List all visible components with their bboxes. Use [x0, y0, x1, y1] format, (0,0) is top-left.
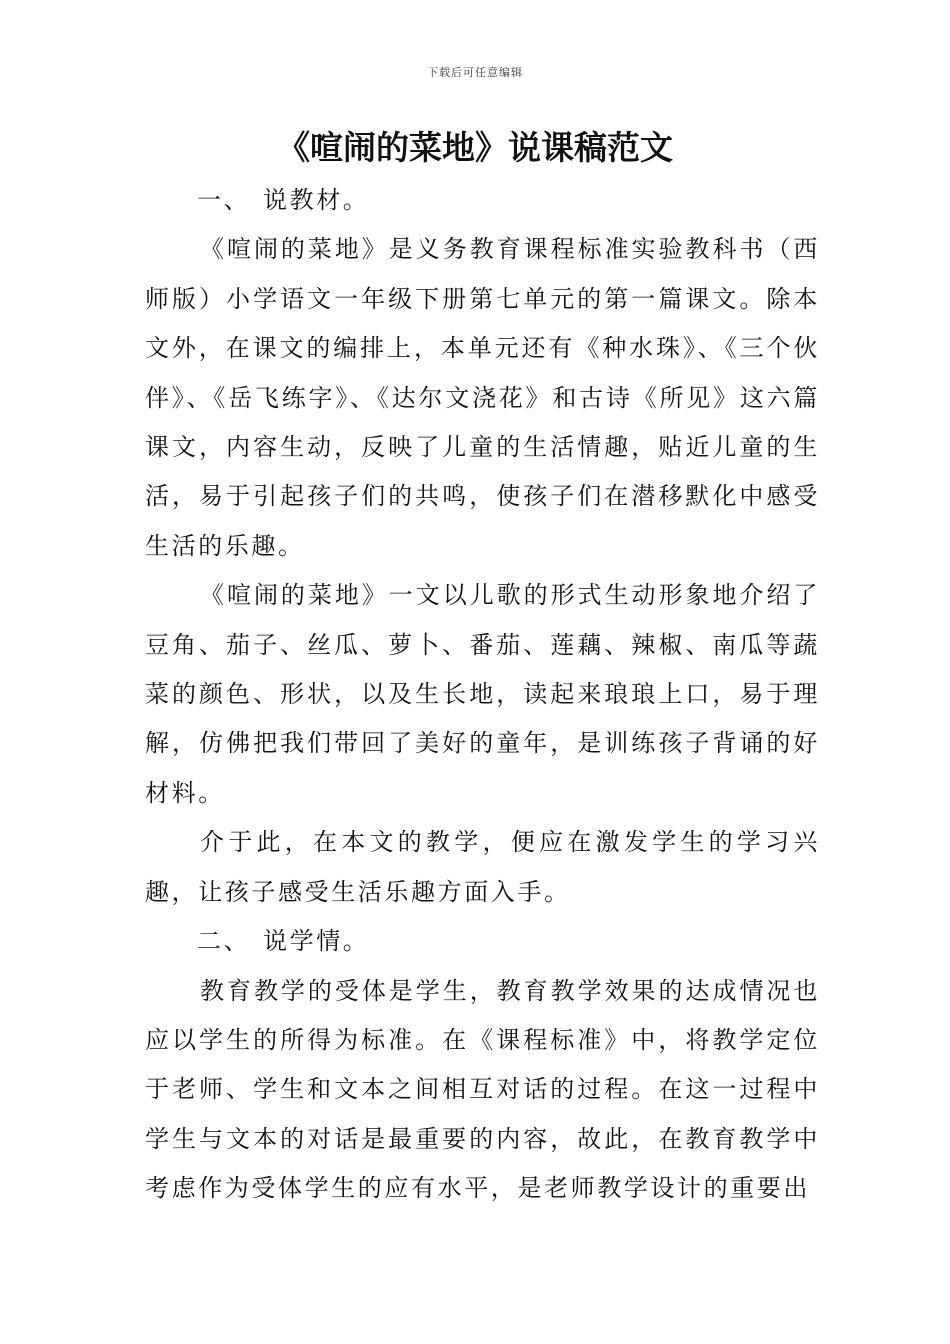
section-heading-1 — [145, 176, 820, 225]
section-number: 一、 — [197, 186, 251, 214]
paragraph: 教育教学的受体是学生，教育教学效果的达成情况也应以学生的所得为标准。在《课程标准》中，将教学定位于老师、学生和文本之间相互对话的过程。在这一过程中学生与文本的对话是最重要的内容，故此，在教育教学中考虑作为受体学生的应有水平，是老师教学设计的重要出 — [145, 976, 820, 1203]
paragraph: 介于此，在本文的教学，便应在激发学生的学习兴趣，让孩子感受生活乐趣方面入手。 — [145, 828, 820, 906]
section-heading-text: 说教材。 — [263, 186, 370, 214]
section-heading-text: 说学情。 — [263, 927, 370, 956]
section-number: 二、 — [197, 927, 251, 956]
document-title: 《喧闹的菜地》说课稿范文 — [277, 128, 673, 167]
paragraph: 《喧闹的菜地》一文以儿歌的形式生动形象地介绍了豆角、茄子、丝瓜、萝卜、番茄、莲藕、辣椒、南瓜等蔬菜的颜色、形状，以及生长地，读起来琅琅上口，易于理解，仿佛把我们带回了美好的童年，是训练孩子背诵的好材料。 — [145, 581, 820, 807]
page-header-note: 下载后可任意编辑 — [427, 66, 523, 79]
document-body — [145, 176, 820, 1214]
section-heading-2 — [145, 917, 820, 966]
paragraph: 《喧闹的菜地》是义务教育课程标准实验教科书（西师版）小学语文一年级下册第七单元的第一篇课文。除本文外，在课文的编排上，本单元还有《种水珠》、《三个伙伴》、《岳飞练字》、《达尔文浇花》和古诗《所见》这六篇课文，内容生动，反映了儿童的生活情趣，贴近儿童的生活，易于引起孩子们的共鸣，使孩子们在潜移默化中感受生活的乐趣。 — [145, 235, 820, 560]
